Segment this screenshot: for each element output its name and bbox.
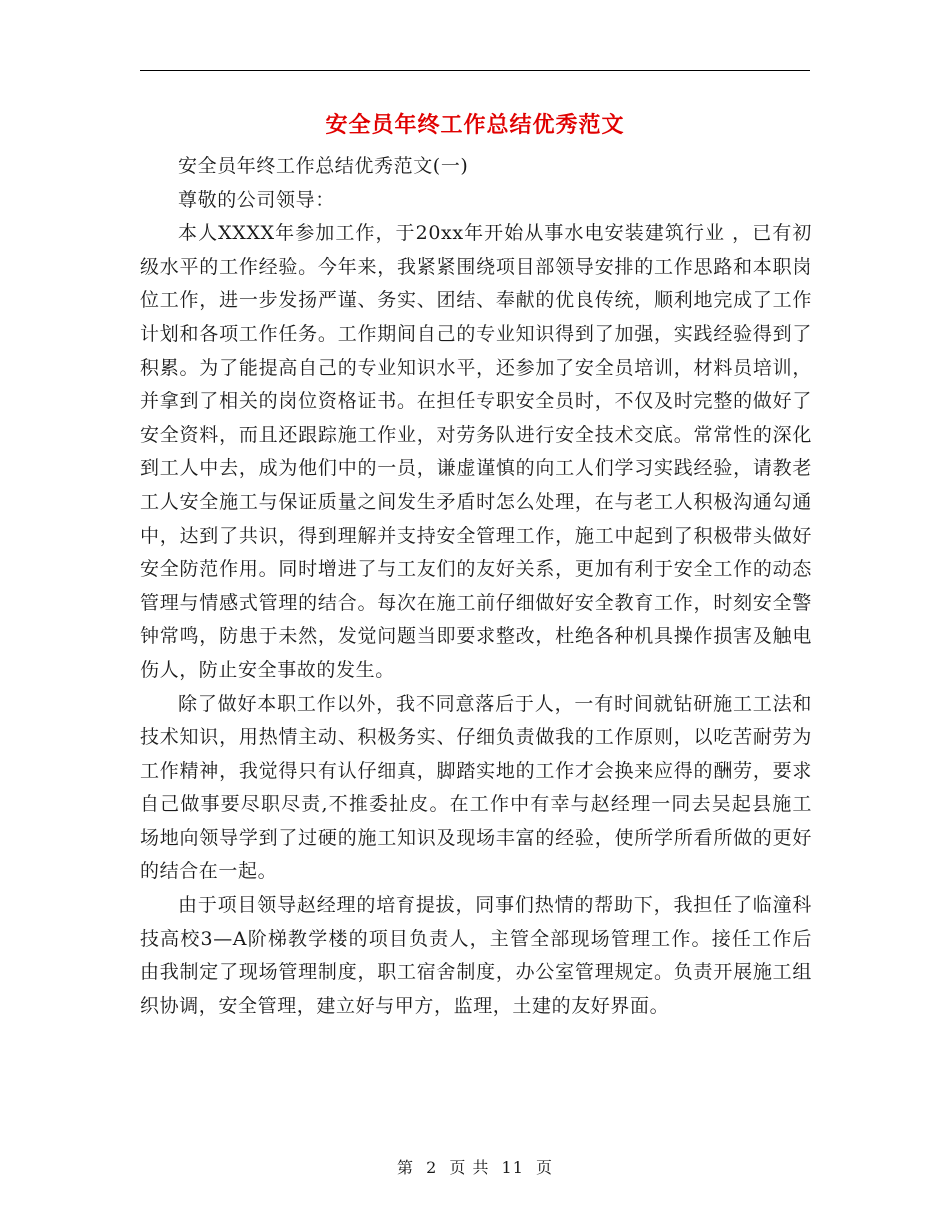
salutation: 尊敬的公司领导： [178,188,335,211]
body-paragraph: 除了做好本职工作以外，我不同意落后于人，一有时间就钻研施工工法和技术知识，用热情主动、积极务实、仔细负责做我的工作原则，以吃苦耐劳为工作精神，我觉得只有认仔细真，脚踏实地的工作才会换来应得的酬劳，要求自己做事要尽职尽责,不推委扯皮。在工作中有幸与赵经理一同去吴起县施工场地向领导学到了过硬的施工知识及现场丰富的经验，使所学所看所做的更好的结合在一起。 [140,692,812,883]
page-footer [140,1155,810,1178]
current-page-number: 2 [426,1158,438,1177]
body-paragraph: 本人XXXX年参加工作，于20xx年开始从事水电安装建筑行业 ，已有初级水平的工作经验。今年来，我紧紧围绕项目部领导安排的工作思路和本职岗位工作，进一步发扬严谨、务实、团结、奉献的优良传统，顺利地完成了工作计划和各项工作任务。工作期间自己的专业知识得到了加强，实践经验得到了积累。为了能提高自己的专业知识水平，还参加了安全员培训，材料员培训，并拿到了相关的岗位资格证书。在担任专职安全员时，不仅及时完整的做好了安全资料，而且还跟踪施工作业，对劳务队进行安全技术交底。常常性的深化到工人中去，成为他们中的一员，谦虚谨慎的向工人们学习实践经验，请教老工人安全施工与保证质量之间发生矛盾时怎么处理，在与老工人积极沟通勾通中，达到了共识，得到理解并支持安全管理工作，施工中起到了积极带头做好安全防范作用。同时增进了与工友们的友好关系，更加有利于安全工作的动态管理与情感式管理的结合。每次在施工前仔细做好安全教育工作，时刻安全警钟常鸣，防患于未然，发觉问题当即要求整改，杜绝各种机具操作损害及触电伤人，防止安全事故的发生。 [140,222,812,681]
total-pages-number: 11 [501,1158,524,1177]
body-paragraph: 由于项目领导赵经理的培育提拔，同事们热情的帮助下，我担任了临潼科技高校3—A阶梯教学楼的项目负责人，主管全部现场管理工作。接任工作后由我制定了现场管理制度，职工宿舍制度，办公室管理规定。负责开展施工组织协调，安全管理，建立好与甲方，监理，土建的友好界面。 [140,894,812,1017]
header-rule [140,70,810,71]
document-body [140,150,812,1023]
document-title: 安全员年终工作总结优秀范文 [325,112,625,138]
footer-prefix: 第 [396,1158,414,1177]
footer-suffix: 页 [536,1158,554,1177]
section-heading: 安全员年终工作总结优秀范文(一) [178,155,469,177]
footer-middle: 页 共 [449,1158,490,1177]
